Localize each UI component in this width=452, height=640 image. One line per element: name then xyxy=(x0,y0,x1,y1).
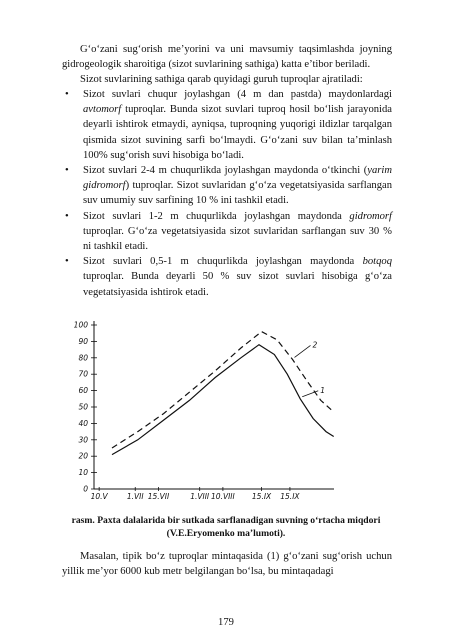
list-item: • Sizot suvlari 1-2 m chuqurlikda joylashgan maydonda gidromorf tuproqlar. G‘o‘za vegetatsiyasida sizot suvlaridan sarflangan suv 30 % ni tashkil etadi. xyxy=(65,210,392,253)
x-tick-label: 15.IX xyxy=(251,492,272,501)
y-tick-label: 90 xyxy=(78,336,88,346)
x-tick-label: 15.IX xyxy=(280,492,300,501)
series-line-2 xyxy=(112,332,334,448)
series-line-1 xyxy=(112,345,334,455)
y-tick-label: 100 xyxy=(73,320,88,330)
series-label: 1 xyxy=(320,385,326,395)
x-tick-label: 10.VIII xyxy=(211,492,235,501)
bullet-icon: • xyxy=(65,89,69,100)
closing-paragraph: Masalan, tipik bo‘z tuproqlar mintaqasida (1) g‘o‘zani sug‘orish uchun yillik me’yor 6000 kub metr belgilangan bo‘lsa, bu mintaqadagi xyxy=(62,551,392,578)
x-tick-label: 1.VIII xyxy=(190,492,210,501)
y-tick-label: 50 xyxy=(78,402,88,412)
series-leader-line xyxy=(294,345,310,357)
bullet-icon: • xyxy=(65,256,69,268)
y-tick-label: 10 xyxy=(78,468,88,478)
figure-caption: rasm. Paxta dalalarida bir sutkada sarflanadigan suvning o‘rtacha miqdori (V.E.Eryomenko ma’lumoti). xyxy=(71,515,381,539)
y-tick-label: 80 xyxy=(78,353,88,363)
intro-paragraph: G‘o‘zani sug‘orish me’yorini va uni mavsumiy taqsimlashda joyning gidrogeologik sharoitiga (sizot suvlarining sathiga) katta e’tibor beriladi. xyxy=(62,44,392,71)
list-item: • Sizot suvlari chuqur joylashgan (4 m dan pastda) maydonlardagi avtomorf tuproqlar. Bunda sizot suvlari tuproq hosil bo‘lish jarayonida deyarli ishtirok etmaydi, ayniqsa, tuproqning yuqorigi ildizlar tarqalgan qismida sizot suvining sarfi bo‘lmaydi. G‘o‘zani suv bilan ta’minlash 100% sug‘orish suvi hisobiga bo‘ladi. xyxy=(65,89,392,161)
y-tick-label: 0 xyxy=(83,484,88,494)
y-tick-label: 30 xyxy=(78,435,88,445)
list-item: • Sizot suvlari 2-4 m chuqurlikda joylashgan maydonda o‘tkinchi (yarim gidromorf) tuproqlar. Sizot suvlaridan g‘o‘za vegetatsiyasida sarflangan suv umumiy suv sarfining 10 % ini tashkil etadi. xyxy=(65,165,392,207)
x-tick-label: 15.VII xyxy=(147,492,170,501)
y-tick-label: 20 xyxy=(78,451,88,461)
y-tick-label: 40 xyxy=(78,418,88,428)
list-item: • Sizot suvlari 0,5-1 m chuqurlikda joylashgan maydonda botqoq tuproqlar. Bunda deyarli 50 % suv sizot suvlari hisobiga g‘o‘za vegetatsiyasida ishtirok etadi. xyxy=(65,256,392,298)
x-tick-label: 10.V xyxy=(90,492,108,501)
soil-group-list xyxy=(62,87,392,300)
bullet-icon: • xyxy=(65,210,69,222)
series-label: 2 xyxy=(312,340,318,350)
y-tick-label: 60 xyxy=(78,386,88,396)
y-tick-label: 70 xyxy=(78,369,88,379)
x-tick-label: 1.VII xyxy=(126,492,144,501)
water-consumption-chart xyxy=(62,313,352,503)
page-number: 179 xyxy=(218,617,234,628)
grouping-paragraph: Sizot suvlarining sathiga qarab quyidagi guruh tuproqlar ajratiladi: xyxy=(80,74,363,85)
bullet-icon: • xyxy=(65,165,69,177)
